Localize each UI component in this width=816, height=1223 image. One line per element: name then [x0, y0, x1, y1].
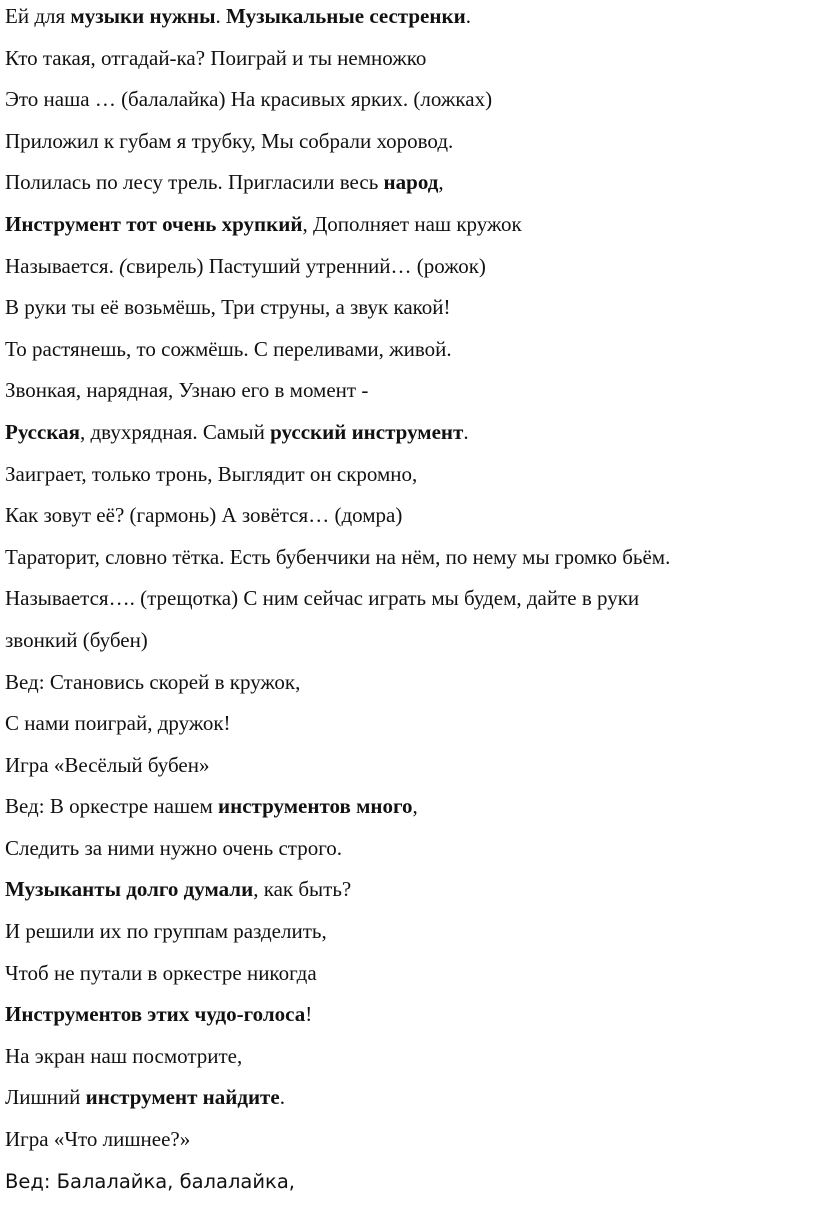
text-line: И решили их по группам разделить, — [5, 919, 327, 944]
text-line: Инструментов этих чудо-голоса! — [5, 1002, 313, 1027]
text-line: Русская, двухрядная. Самый русский инструмент. — [5, 419, 469, 444]
text-line: Чтоб не путали в оркестре никогда — [5, 960, 317, 985]
text-line: Как зовут её? (гармонь) А зовётся… (домра) — [5, 503, 403, 528]
text-line: В руки ты её возьмёшь, Три струны, а звук какой! — [5, 295, 451, 320]
text-line: Инструмент тот очень хрупкий, Дополняет наш кружок — [5, 211, 522, 236]
text-line: Кто такая, отгадай-ка? Поиграй и ты немножко — [5, 45, 427, 70]
text-line: Вед: В оркестре нашем инструментов много, — [5, 794, 418, 819]
text-line: С нами поиграй, дружок! — [5, 711, 231, 736]
text-line: Тараторит, словно тётка. Есть бубенчики на нём, по нему мы громко бьём. — [5, 544, 671, 569]
text-line: Звонкая, нарядная, Узнаю его в момент - — [5, 378, 369, 403]
text-line: На экран наш посмотрите, — [5, 1043, 243, 1068]
text-line: Игра «Весёлый бубен» — [5, 752, 210, 777]
document-page — [5, 0, 811, 1202]
text-line: Называется. (свирель) Пастуший утренний… (рожок) — [5, 253, 486, 278]
text-line: Полилась по лесу трель. Пригласили весь народ, — [5, 170, 444, 195]
text-line: Следить за ними нужно очень строго. — [5, 835, 343, 860]
text-line: Это наша … (балалайка) На красивых ярких. (ложках) — [5, 87, 493, 112]
text-line: звонкий (бубен) — [5, 627, 148, 652]
text-line: Заиграет, только тронь, Выглядит он скромно, — [5, 461, 418, 486]
text-line: Приложил к губам я трубку, Мы собрали хоровод. — [5, 128, 454, 153]
text-line: Называется…. (трещотка) С ним сейчас играть мы будем, дайте в руки — [5, 586, 640, 611]
text-line: Музыканты долго думали, как быть? — [5, 877, 352, 902]
text-line: Игра «Что лишнее?» — [5, 1127, 191, 1152]
text-line: Вед: Становись скорей в кружок, — [5, 669, 301, 694]
text-line: Ей для музыки нужны. Музыкальные сестренки. — [5, 4, 471, 28]
text-line: То растянешь, то сожмёшь. С переливами, живой. — [5, 336, 452, 361]
text-line: Вед: Балалайка, балалайка, — [5, 1169, 295, 1193]
text-line: Лишний инструмент найдите. — [5, 1085, 285, 1110]
